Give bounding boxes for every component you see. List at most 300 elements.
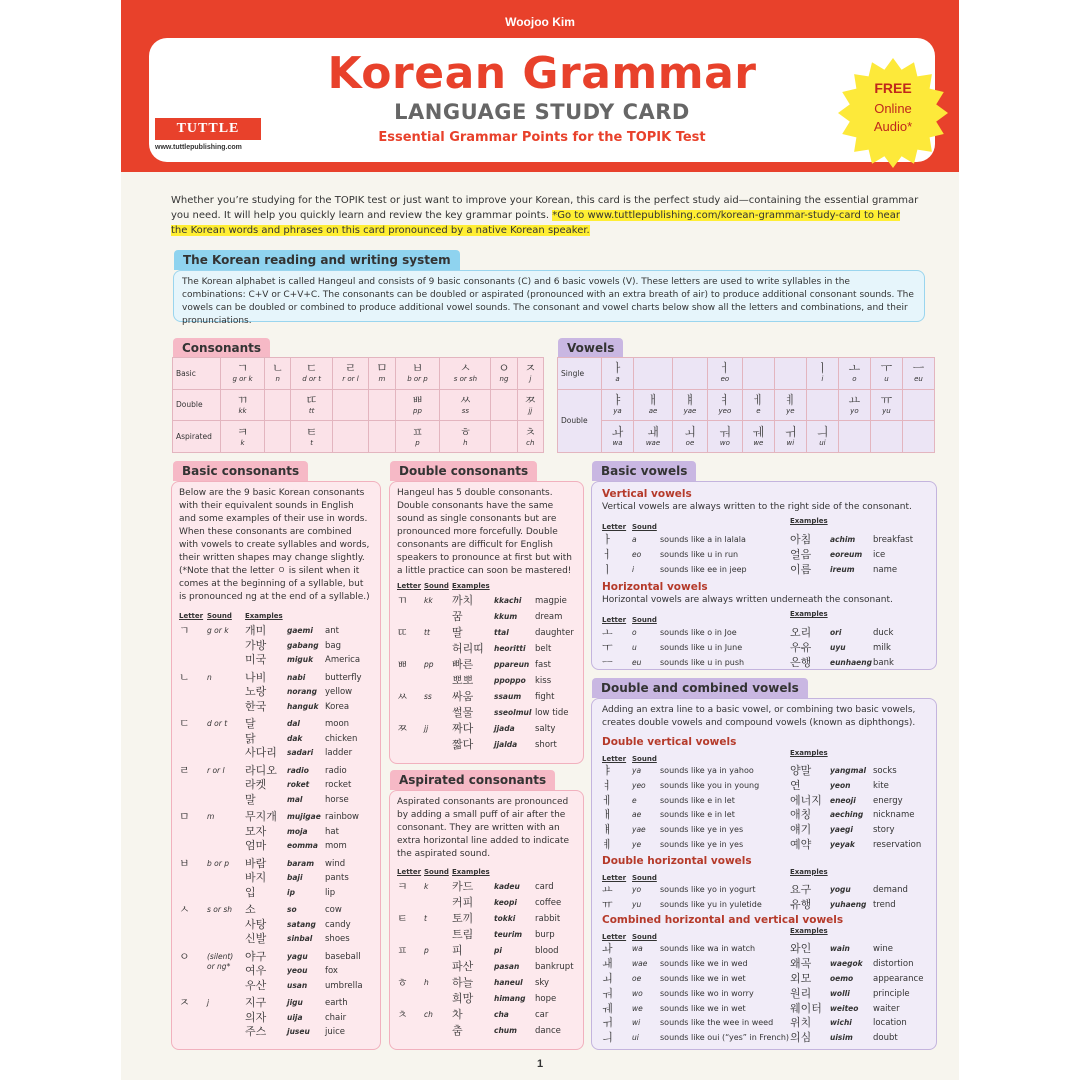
consonant-letter: ㄹ [179,763,190,777]
hangul-letter: ㅈ [524,361,537,376]
vowel-sound: u [632,643,637,653]
romanization: wae [645,438,661,447]
example-english: coffee [535,897,562,908]
example-korean: 파산 [452,959,474,973]
consonant-cell [369,389,395,421]
romanization: p [415,438,420,447]
basic-consonants-heading: Basic consonants [173,461,308,481]
example-korean: 썰물 [452,705,474,719]
example-romanization: eunhaeng [830,658,872,667]
example-korean: 은행 [790,656,812,669]
consonant-letter: ㅅ [179,903,190,916]
example-romanization: baji [287,873,303,882]
col-sound-header: Sound [632,616,657,625]
col-examples-header: Examples [790,749,828,757]
example-romanization: yaegi [830,825,853,835]
vowel-sound-desc: sounds like we in wed [660,959,748,969]
vowel-cell [742,421,774,453]
example-korean: 라켓 [245,778,267,791]
vowel-letter: ㅑ [602,764,613,777]
example-korean: 위치 [790,1016,812,1030]
combined-vowels-box [591,698,937,1050]
hangul-letter: ㅙ [647,424,659,439]
example-romanization: dal [287,719,301,728]
hangul-letter: ㅆ [459,392,472,407]
vowel-letter: ㅡ [602,656,613,669]
section-text: Aspirated consonants are pronounced by adding a small puff of air after the consonant. They are written with an extra horizontal line added to indicate the aspirated sound. [397,797,570,859]
consonant-sound: k [424,882,429,891]
example-romanization: mujigae [287,812,321,821]
hangul-letter: ㅜ [880,361,893,376]
example-romanization: moja [287,826,308,836]
romanization: b or p [407,375,428,384]
section-text: Hangeul has 5 double consonants. Double consonants have the same sound as single consonants but are pronounced more forcefully. Double consonants are difficult for English speakers to pronounce at first but with a little practice can soon be mastered! [397,488,572,576]
romanization: o [852,375,857,384]
consonant-letter: ㄸ [397,626,408,639]
badge-audio [838,100,948,136]
example-korean: 허리띠 [452,641,484,655]
example-english: butterfly [325,672,362,683]
example-korean: 신발 [245,932,267,945]
consonant-sound: t [424,914,427,923]
example-english: short [535,739,557,750]
author-name: Woojoo Kim [505,15,575,29]
vowel-cell [634,421,673,453]
combined-vowels-heading: Double and combined vowels [592,678,808,698]
example-romanization: uija [287,1012,303,1022]
publisher-url: www.tuttlepublishing.com [155,144,242,151]
example-english: fox [325,966,338,976]
vowel-sound: wae [632,959,648,969]
example-romanization: yangmal [830,766,867,775]
romanization: yae [683,406,697,415]
vowel-row [558,389,935,421]
example-english: trend [873,899,896,910]
example-english: sky [535,978,550,988]
example-english: ice [873,549,886,560]
example-english: blood [535,946,559,956]
vowel-cell [634,358,673,390]
example-korean: 노랑 [245,685,267,698]
consonant-cell [369,421,395,453]
example-romanization: nabi [287,672,306,682]
example-english: baseball [325,951,361,962]
col-sound-header: Sound [632,755,657,763]
hangul-letter: ㅣ [816,361,829,376]
consonant-sound: kk [424,596,433,605]
hangul-letter: ㅃ [411,392,424,407]
example-english: energy [873,795,903,806]
hangul-letter: ㅊ [524,424,537,439]
example-romanization: eoreum [830,549,863,559]
hangul-letter: ㅡ [912,361,925,376]
example-korean: 무지개 [245,810,277,823]
hangul-letter: ㅟ [784,424,797,439]
vowel-letter: ㅝ [602,986,613,1000]
example-english: candy [325,919,351,930]
consonant-letter: ㅍ [397,944,408,957]
aspirated-consonants-heading: Aspirated consonants [390,770,555,790]
hangul-letter: ㄷ [305,361,318,376]
example-korean: 유행 [790,897,812,911]
example-romanization: gaemi [287,626,313,635]
example-korean: 사탕 [245,917,267,931]
example-english: lip [325,887,336,898]
romanization: ng [499,375,509,384]
example-english: chicken [325,733,358,744]
example-korean: 춤 [452,1023,463,1037]
example-romanization: ssaum [494,692,522,701]
example-romanization: yeon [830,780,851,790]
romanization: j [529,375,532,384]
romanization: ae [648,406,658,415]
vowel-sound-desc: sounds like the wee in weed [660,1018,774,1028]
example-english: duck [873,628,894,639]
vowel-letter: ㅓ [602,547,613,561]
example-romanization: miguk [287,655,314,664]
example-korean: 여우 [245,964,267,977]
consonant-cell [491,358,517,390]
col-examples-header: Examples [452,868,490,876]
vowel-cell [870,389,902,421]
header-band [121,0,959,172]
example-english: doubt [873,1033,898,1044]
badge-online: Online [874,101,912,116]
example-english: nickname [873,810,915,821]
example-korean: 희망 [452,991,474,1005]
hangul-letter: ㅒ [684,392,696,407]
example-english: salty [535,724,556,734]
row-label: Double [558,389,602,452]
example-korean: 토끼 [452,912,474,925]
example-korean: 빠른 [452,658,474,671]
hangul-letter: ㅠ [880,392,893,407]
consonant-letter: ㅌ [397,912,408,925]
example-korean: 피 [452,944,463,957]
example-korean: 애칭 [790,808,812,822]
col-letter-header: Letter [602,616,627,625]
vowel-sound: a [632,535,637,544]
vowel-sound-desc: sounds like ee in jeep [660,564,747,574]
vowel-letter: ㅕ [602,778,613,792]
vowel-sound-desc: sounds like u in run [660,549,739,559]
example-korean: 짧다 [452,737,474,751]
example-romanization: usan [287,980,308,990]
example-romanization: ip [287,887,295,897]
example-english: story [873,825,895,836]
consonant-letter: ㅊ [397,1008,408,1021]
romanization: yo [850,406,859,415]
hangul-letter: ㄱ [236,361,249,376]
example-english: low tide [535,707,569,718]
romanization: tt [308,406,315,415]
example-korean: 개미 [245,624,267,637]
example-romanization: radio [287,765,309,775]
row-label: Double [173,389,221,421]
example-english: card [535,882,554,892]
example-english: fight [535,692,555,702]
example-english: wind [325,858,346,869]
example-english: umbrella [325,980,363,991]
hangul-letter: ㅖ [784,392,797,407]
vowel-cell [838,421,870,453]
romanization: t [310,438,313,447]
hangul-letter: ㅅ [459,361,472,376]
vowel-cell [774,358,806,390]
example-romanization: wain [830,944,850,954]
consonant-sound: d or t [207,719,228,728]
vowel-cell [707,389,742,421]
double-consonants-heading: Double consonants [390,461,537,481]
example-korean: 야구 [245,949,267,963]
example-romanization: satang [287,919,316,929]
example-romanization: mal [287,794,303,804]
vowel-letter: ㅒ [602,823,613,837]
consonant-cell [395,421,440,453]
romanization: n [275,375,280,384]
example-romanization: eomma [287,841,318,850]
consonant-cell [332,389,368,421]
hangul-letter: ㅑ [611,392,624,407]
subsection-title: Double horizontal vowels [602,854,752,867]
vowel-sound-desc: sounds like we in wet [660,1003,746,1013]
example-korean: 주스 [245,1025,267,1038]
example-korean: 말 [245,792,256,806]
example-korean: 커피 [452,895,474,909]
vowel-cell [838,358,870,390]
vowel-row [558,421,935,453]
consonant-sound: s or sh [207,905,233,914]
example-romanization: keopi [494,897,517,907]
example-english: hat [325,826,339,837]
vowel-sound: ye [632,840,642,849]
example-english: distortion [873,959,914,970]
hangul-letter: ㅂ [411,361,424,376]
consonant-cell [369,358,395,390]
romanization: k [240,438,245,447]
vowel-sound: ae [632,810,642,820]
hangul-letter: ㅋ [236,424,249,439]
study-card-page [121,0,959,1080]
example-romanization: yeyak [830,840,855,849]
section-intro: Adding an extra line to a basic vowel, or combining two basic vowels, creates double vowels and compound vowels (known as diphthongs). [602,705,916,728]
example-romanization: so [287,905,297,914]
consonant-cell [517,358,543,390]
example-korean: 짜다 [452,722,474,735]
romanization: eu [914,375,923,384]
example-romanization: jigu [287,998,303,1007]
example-english: ladder [325,748,353,758]
vowel-sound: yu [632,899,642,909]
example-english: America [325,655,361,665]
col-examples-header: Examples [452,582,490,590]
example-romanization: jjalda [494,739,518,749]
vowel-cell [902,358,934,390]
example-romanization: baram [287,858,315,868]
example-english: rabbit [535,914,561,924]
example-english: hope [535,993,557,1004]
hangul-letter: ㅗ [848,361,861,376]
consonant-cell [265,389,291,421]
example-english: rocket [325,780,352,790]
example-romanization: roket [287,780,310,789]
consonant-sound: j [207,998,210,1007]
example-romanization: hanguk [287,701,319,711]
vowel-sound-desc: sounds like you in young [660,780,760,790]
consonant-cell [221,358,265,390]
example-korean: 카드 [452,880,474,893]
example-romanization: ireum [830,564,855,574]
consonant-sound: m [207,812,215,821]
example-romanization: oemo [830,974,854,983]
example-romanization: pi [494,946,502,955]
example-romanization: tokki [494,914,516,923]
example-korean: 원리 [790,986,812,1000]
example-english: name [873,564,898,575]
consonant-cell [440,358,491,390]
example-romanization: weiteo [830,1003,859,1013]
example-english: radio [325,765,347,776]
publisher-logo: TUTTLE [155,118,261,140]
example-korean: 바지 [245,871,267,884]
vowel-letter: ㅐ [602,808,613,822]
consonant-cell [440,421,491,453]
vowel-letter: ㅢ [602,1031,613,1045]
vowel-sound-desc: sounds like e in let [660,810,735,820]
example-english: demand [873,884,908,895]
page-number: 1 [536,1058,544,1070]
example-korean: 와인 [790,942,812,956]
vowel-cell [838,389,870,421]
example-romanization: uisim [830,1033,853,1043]
romanization: ch [526,438,535,447]
example-english: magpie [535,596,567,606]
section-text: Below are the 9 basic Korean consonants with their equivalent sounds in English and some examples of their use in words. When these consonants are combined with vowels to create syllables and words, their written shapes may change slightly. (*Note that the letter ㅇ is silent when it comes at the beginning of a syllable, but is pronounced ng at the end of a syllable.) [179,488,370,602]
example-korean: 딸 [452,626,463,639]
example-english: rainbow [325,812,359,822]
example-korean: 입 [245,885,256,899]
title-box [149,38,935,162]
consonant-letter: ㅆ [397,690,408,703]
example-romanization: wolli [830,988,850,998]
romanization: u [884,375,889,384]
vowel-sound: ya [632,766,642,775]
vowel-sound-desc: sounds like we in wet [660,974,746,983]
aspirated-consonants-box [389,790,584,1050]
example-english: horse [325,794,349,805]
vowel-sound-desc: sounds like ye in yes [660,825,744,835]
vowel-sound-desc: sounds like yu in yuletide [660,899,762,909]
hangul-letter: ㄲ [236,392,249,407]
vowel-sound-desc: sounds like a in lalala [660,535,746,544]
col-sound-header: Sound [424,582,449,590]
example-romanization: waegok [830,959,863,969]
example-romanization: himang [494,993,526,1003]
row-label: Aspirated [173,421,221,453]
example-english: dream [535,611,563,622]
example-korean: 뽀뽀 [452,673,474,687]
romanization: h [463,438,468,447]
example-english: dance [535,1025,561,1036]
vowel-sound-desc: sounds like u in push [660,658,745,667]
vowel-sound-desc: sounds like yo in yogurt [660,884,756,894]
vowel-cell [742,389,774,421]
example-korean: 웨이터 [790,1001,822,1015]
consonant-letter: ㅁ [179,810,190,823]
consonant-cell [291,421,332,453]
vowel-sound-desc: sounds like e in let [660,795,735,805]
example-korean: 양말 [790,764,812,777]
example-romanization: kkachi [494,596,522,605]
card-tagline: Essential Grammar Points for the TOPIK Test [378,130,706,145]
hangul-letter: ㅕ [719,392,731,407]
consonant-row [173,358,544,390]
hangul-letter: ㄹ [344,361,357,376]
vowel-cell [672,358,707,390]
consonant-letter: ㅇ [179,949,190,963]
example-korean: 우산 [245,978,267,992]
romanization: wo [719,438,730,447]
col-letter-header: Letter [397,582,422,590]
consonant-sound: pp [424,660,434,669]
vowel-sound-desc: sounds like u in June [660,643,743,653]
row-label: Basic [173,358,221,390]
example-korean: 이름 [790,562,812,576]
example-english: moon [325,719,350,729]
hangul-letter: ㅝ [719,424,731,439]
col-sound-header: Sound [632,933,657,942]
romanization: a [615,375,620,384]
example-korean: 닭 [245,731,256,745]
example-romanization: yeou [287,966,308,975]
example-korean: 가방 [245,638,267,652]
example-english: wine [873,944,893,955]
romanization: wi [786,438,795,447]
example-english: mom [325,841,347,851]
example-korean: 모자 [245,824,267,838]
example-korean: 의자 [245,1010,267,1024]
example-korean: 까치 [452,594,474,607]
vowel-sound: e [632,795,637,805]
example-romanization: ttal [494,628,509,637]
consonant-cell [440,389,491,421]
example-english: breakfast [873,535,914,545]
example-english: reservation [873,840,922,850]
col-sound-header: Sound [207,612,232,620]
romanization: we [753,438,764,447]
romanization: kk [238,406,247,415]
consonant-sound: b or p [207,858,229,868]
example-korean: 왜곡 [790,957,812,971]
romanization: m [378,375,386,384]
example-english: shoes [325,934,350,944]
consonant-cell [517,421,543,453]
vowel-cell [806,358,838,390]
romanization: ye [786,406,795,415]
example-english: ant [325,626,339,636]
consonant-letter: ㄷ [179,717,190,730]
badge-free: FREE [874,80,912,96]
romanization: ss [461,406,470,415]
example-romanization: chum [494,1025,517,1035]
example-romanization: cha [494,1010,509,1019]
example-korean: 하늘 [452,976,474,989]
col-letter-header: Letter [602,933,627,942]
example-romanization: teurim [494,929,523,939]
consonant-cell [265,358,291,390]
consonant-letter: ㅈ [179,996,190,1009]
hangul-letter: ㅘ [611,424,624,439]
